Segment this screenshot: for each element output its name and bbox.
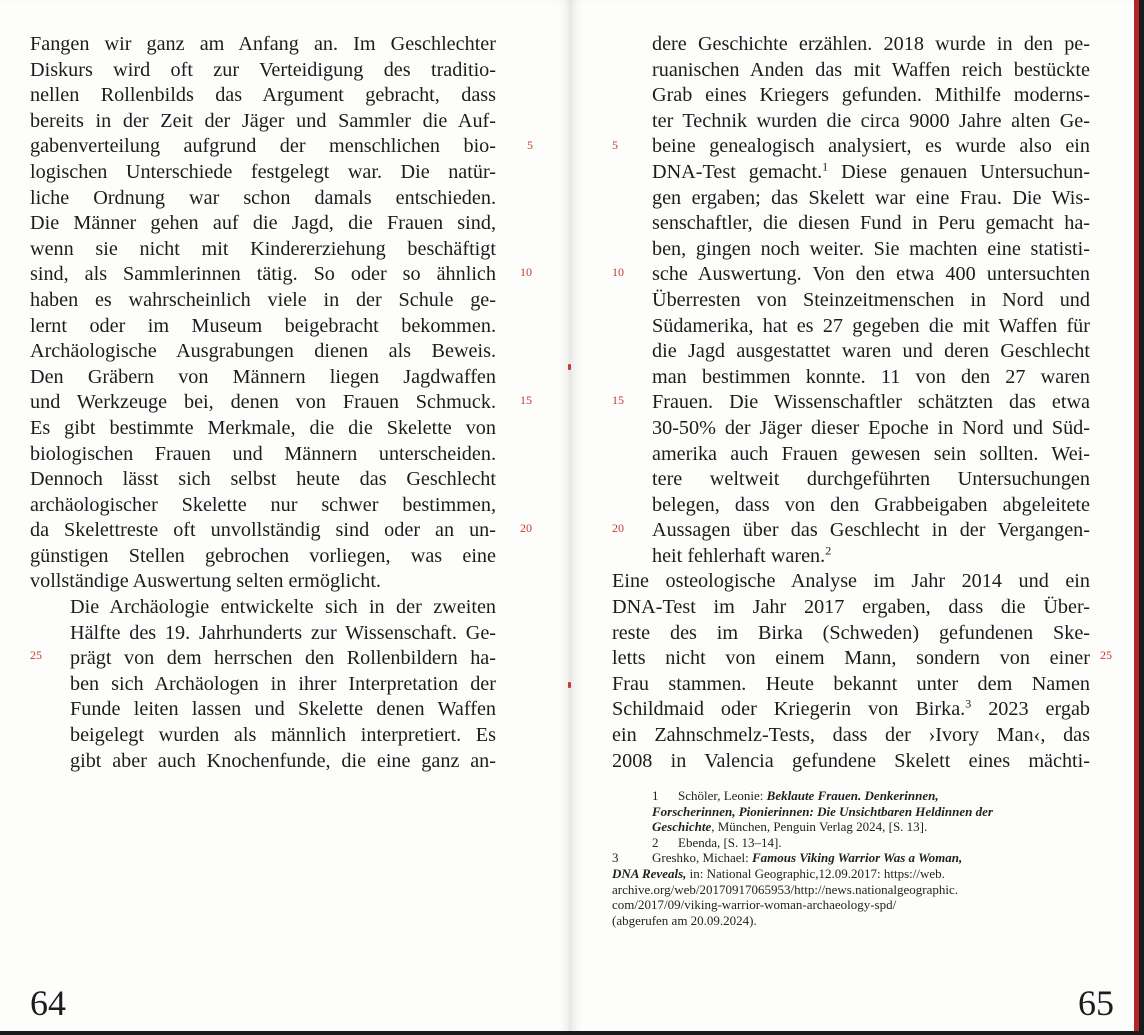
line-number: 25 [30,648,42,662]
footnote-3-url: com/2017/09/viking-warrior-woman-archaeology-spd/ [612,897,897,913]
text-line: man bestimmen konnte. 11 von den 27 waren [652,365,1090,388]
footnote-number: 3 [612,850,619,866]
text-line: die Jagd ausgestattet waren und deren Geschlecht [652,340,1090,363]
footnote-1 [612,788,1102,804]
text-line: Diskurs wird oft zur Verteidigung des traditio- [30,58,496,81]
line-number: 10 [520,265,532,279]
line-number: 20 [612,521,624,535]
line-number: 5 [527,138,533,152]
text-line: sche Auswertung. Von den etwa 400 untersuchten [652,263,1090,286]
left-body-text [30,32,496,774]
text-line: amerika auch Frauen gewesen sein sollten. Wei- [652,442,1090,465]
text-line: 2008 in Valencia gefundene Skelett eines mächti- [612,749,1090,772]
gutter-mark [568,364,571,370]
page-number-left: 64 [30,983,66,1023]
footnote-3-url: archive.org/web/20170917065953/http://news.nationalgeographic. [612,881,958,897]
footnote-title: Forscherinnen, Pionierinnen: Die Unsichtbaren Heldinnen der [652,803,993,819]
footnote-title: Beklaute Frauen. Denkerinnen, [766,788,939,803]
footnotes [612,788,1102,928]
footnote-title: Geschichte [652,819,712,835]
text-line: Die Archäologie entwickelte sich in der zweiten [70,596,496,619]
footnote-number: 2 [652,834,659,850]
right-body-text [612,32,1090,774]
text-line: Die Männer gehen auf die Jagd, die Frauen sind, [30,212,496,235]
line-number: 10 [612,265,624,279]
page-number-right: 65 [1078,983,1114,1023]
footnote-3-accessed: (abgerufen am 20.09.2024). [612,912,757,928]
footnote-source: in: National Geographic,12.09.2017: https://web. [686,865,945,881]
line-number: 25 [1100,648,1112,662]
text-line [612,160,1090,186]
text-line: Fangen wir ganz am Anfang an. Im Geschlechter [30,33,496,55]
text-line: 30-50% der Jäger dieser Epoche in Nord und Süd- [652,416,1090,439]
text-line: ter Technik wurden die circa 9000 Jahre alten Ge- [652,109,1090,132]
footnote-ref: 1 [822,159,829,174]
text-line: beigelegt wurden als männlich interpretiert. Es [70,724,496,747]
text-line: beine genealogisch analysiert, es wurde also ein [652,135,1090,158]
footnote-number: 1 [652,788,659,803]
text-line: Archäologische Ausgrabungen dienen als Beweis. [30,340,496,363]
text-line: Überresten von Steinzeitmenschen in Nord und [652,288,1090,311]
text-line: nellen Rollenbilds das Argument gebracht, dass [30,84,496,107]
footnote-text: Ebenda, [S. 13–14]. [678,834,782,850]
footnote-author: Greshko, Michael: [652,850,753,866]
text-line: Den Gräbern von Männern liegen Jagdwaffen [30,365,496,388]
text-line: ein Zahnschmelz-Tests, dass der ›Ivory Man‹, das [612,724,1090,747]
text-line: da Skelettreste oft unvollständig sind oder an un- [30,519,496,542]
book-edge [1134,0,1139,1035]
text-line: vollständige Auswertung selten ermöglicht. [30,570,381,593]
text-line: prägt von dem herrschen den Rollenbildern ha- [70,647,496,670]
footnote-3-cont [612,866,1102,882]
text-line: Aussagen über das Geschlecht in der Vergangen- [652,519,1090,542]
footnote-1-cont [612,819,1102,835]
text-line: dere Geschichte erzählen. 2018 wurde in den pe- [652,33,1090,55]
text-line: Funde leiten lassen und Skelette denen Waffen [70,698,496,721]
line-number: 15 [612,393,624,407]
text-line: sind, als Sammlerinnen tätig. So oder so ähnlich [30,263,496,286]
text-line: gen ergaben; das Skelett war eine Frau. Die Wis- [652,186,1090,209]
text-line: liche Ordnung war schon damals entschieden. [30,186,496,209]
text-line: günstigen Stellen gebrochen vorliegen, was eine [30,544,496,567]
line-number: 5 [612,138,618,152]
text-line: tere weltweit durchgeführten Untersuchungen [652,468,1090,491]
text-line: bereits in der Zeit der Jäger und Sammler die Auf- [30,109,496,132]
text-line: und Werkzeuge bei, denen von Frauen Schmuck. [30,391,496,414]
text-line: Frauen. Die Wissenschaftler schätzten das etwa [652,391,1090,414]
line-number: 15 [520,393,532,407]
footnote-ref: 3 [965,697,972,711]
footnote-author: Schöler, Leonie: [678,788,767,803]
text-line: wenn sie nicht mit Kindererziehung beschäftigt [30,237,496,260]
footnote-3 [612,850,1102,866]
gutter-mark [568,682,571,688]
text-fragment: heit fehlerhaft waren. [652,544,826,567]
footnote-1-cont [612,804,1102,820]
text-line: senschaftler, die diesen Fund in Peru gemacht ha- [652,212,1090,235]
footnote-title: DNA Reveals, [612,865,687,881]
text-fragment: 2023 ergab [971,698,1090,721]
line-number: 20 [520,521,532,535]
text-line: Südamerika, hat es 27 gegeben die mit Waffen für [652,314,1090,337]
text-fragment: DNA-Test gemacht. [652,160,823,183]
footnote-source: , München, Penguin Verlag 2024, [S. 13]. [711,819,928,835]
text-line: haben es wahrscheinlich viele in der Schule ge- [30,288,496,311]
text-line: DNA-Test im Jahr 2017 ergaben, dass die Über- [612,596,1090,619]
text-line [612,697,1090,723]
text-line: logischen Unterschiede festgelegt war. Die natür- [30,160,496,183]
text-line: ben, gingen noch weiter. Sie machten eine statisti- [652,237,1090,260]
text-line: ben sich Archäologen in ihrer Interpretation der [70,672,496,695]
text-line [612,544,1090,570]
text-line: Es gibt bestimmte Merkmale, die die Skelette von [30,416,496,439]
text-line: belegen, dass von den Grabbeigaben abgeleitete [652,493,1090,516]
text-line: biologischen Frauen und Männern unterscheiden. [30,442,496,465]
text-line: reste des im Birka (Schweden) gefundenen Ske- [612,621,1090,644]
footnote-ref: 2 [825,543,832,558]
text-line: Frau stammen. Heute bekannt unter dem Namen [612,672,1090,695]
text-line: Eine osteologische Analyse im Jahr 2014 und ein [612,570,1090,593]
text-line: ruanischen Anden das mit Waffen reich bestückte [652,58,1090,81]
text-line: lernt oder im Museum beigebracht bekommen. [30,314,496,337]
text-line: Grab eines Kriegers gefunden. Mithilfe moderns- [652,84,1090,107]
text-line: Hälfte des 19. Jahrhunderts zur Wissenschaft. Ge- [70,621,496,644]
text-line: letts nicht von einem Mann, sondern von einer [612,647,1090,670]
footnote-2 [612,835,1102,851]
text-line: archäologischer Skelette nur schwer bestimmen, [30,493,496,516]
text-line: gibt aber auch Knochenfunde, die eine ganz an- [70,749,496,772]
bottom-edge [0,1031,1144,1035]
text-fragment: Schildmaid oder Kriegerin von Birka. [612,698,966,721]
text-line: gabenverteilung aufgrund der menschlichen bio- [30,135,496,158]
text-line: Dennoch lässt sich selbst heute das Geschlecht [30,468,496,491]
footnote-title: Famous Viking Warrior Was a Woman, [752,850,963,866]
text-fragment: Diese genauen Untersuchun- [828,160,1090,183]
